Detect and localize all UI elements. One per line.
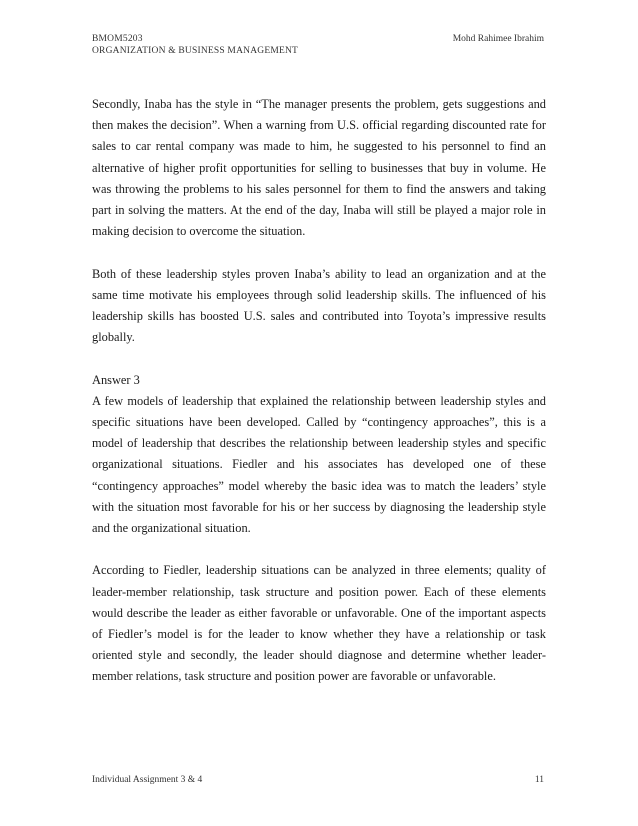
course-code: BMOM5203 bbox=[92, 34, 143, 44]
paragraph-2: Both of these leadership styles proven Inaba’s ability to lead an organization and at the same time motivate his employees through solid leadership skills. The influenced of his leadership skills has boosted U.S. sales and contributed into Toyota’s impressive results globally. bbox=[92, 266, 546, 345]
section-heading: Answer 3 bbox=[92, 372, 140, 387]
author-name: Mohd Rahimee Ibrahim bbox=[452, 34, 544, 44]
paragraph-4: According to Fiedler, leadership situations can be analyzed in three elements; quality of leader-member relationship, task structure and position power. Each of these elements would describe the leader as either favorable or unfavorable. One of the important aspects of Fiedler’s model is for the leader to know whether they have a relationship or task oriented style and secondly, the leader should diagnose and determine whether leader-member relations, task structure and position power are favorable or unfavorable. bbox=[92, 563, 546, 684]
footer-assignment: Individual Assignment 3 & 4 bbox=[92, 775, 203, 785]
document-body bbox=[92, 94, 546, 709]
paragraph-3: A few models of leadership that explained the relationship between leadership styles and specific situations have been developed. Called by “contingency approaches”, this is a model of leadership that describes the relationship between leadership styles and specific organizational situations. Fiedler and his associates has developed one of these “contingency approaches” model whereby the basic idea was to match the leaders’ style with the situation most favorable for his or her success by diagnosing the leadership style and the organizational situation. bbox=[92, 393, 546, 536]
page-number: 11 bbox=[534, 775, 544, 785]
paragraph-1: Secondly, Inaba has the style in “The manager presents the problem, gets suggestions and then makes the decision”. When a warning from U.S. official regarding discounted rate for sales to car rental company was made to him, he suggested to his personnel to find an alternative of higher profit opportunities for selling to businesses that buy in volume. He was throwing the problems to his sales personnel for them to find the answers and taking part in solving the matters. At the end of the day, Inaba will still be played a major role in making decision to overcome the situation. bbox=[92, 97, 546, 239]
header-left bbox=[92, 33, 298, 57]
course-title: ORGANIZATION & BUSINESS MANAGEMENT bbox=[92, 46, 299, 56]
